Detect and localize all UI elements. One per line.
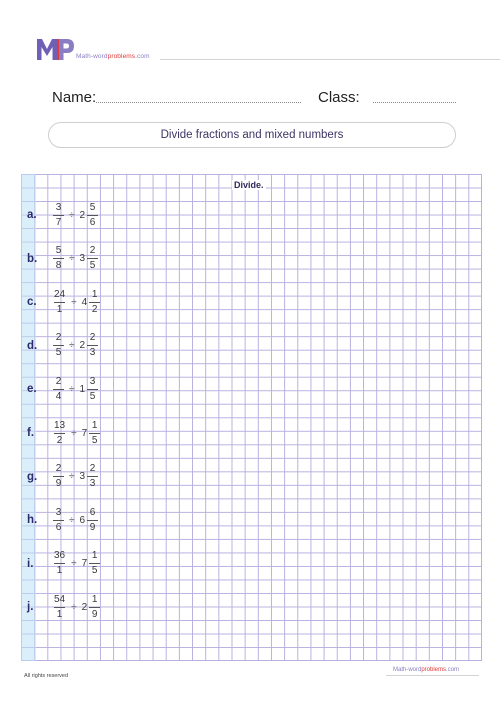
dividend-fraction bbox=[53, 508, 64, 533]
dividend-fraction bbox=[53, 377, 64, 402]
problem-letter: b. bbox=[27, 252, 38, 265]
worksheet-title: Divide fractions and mixed numbers bbox=[48, 122, 456, 148]
numerator: 6 bbox=[89, 506, 96, 518]
whole-number: 2 bbox=[79, 340, 86, 352]
whole-number: 3 bbox=[79, 471, 86, 483]
numerator: 5 bbox=[55, 245, 62, 257]
problem-d bbox=[27, 331, 98, 361]
divisor-fraction bbox=[87, 508, 98, 533]
divisor-fraction bbox=[87, 203, 98, 228]
numerator: 5 bbox=[89, 201, 96, 213]
numerator: 2 bbox=[55, 332, 62, 344]
divide-sign: ÷ bbox=[69, 340, 75, 352]
denominator: 5 bbox=[87, 258, 98, 271]
problem-letter: a. bbox=[27, 209, 37, 221]
site-name: Math-wordproblems.com bbox=[76, 53, 150, 60]
problem-e bbox=[27, 374, 98, 404]
numerator: 24 bbox=[54, 288, 66, 300]
denominator: 5 bbox=[53, 345, 64, 358]
denominator: 3 bbox=[87, 345, 98, 358]
dividend-fraction bbox=[53, 595, 66, 620]
denominator: 5 bbox=[87, 389, 98, 402]
class-label: Class: bbox=[318, 89, 360, 106]
denominator: 8 bbox=[53, 258, 64, 271]
denominator: 2 bbox=[89, 302, 100, 315]
denominator: 5 bbox=[89, 433, 100, 446]
problem-letter: i. bbox=[27, 557, 34, 570]
problem-i bbox=[27, 549, 100, 579]
divisor-fraction bbox=[89, 421, 100, 446]
denominator: 9 bbox=[89, 607, 100, 620]
numerator: 2 bbox=[89, 245, 96, 257]
whole-number: 6 bbox=[79, 514, 86, 526]
problem-g bbox=[27, 462, 98, 492]
problem-c bbox=[27, 287, 100, 317]
denominator: 5 bbox=[89, 563, 100, 576]
dividend-fraction bbox=[53, 290, 66, 315]
numerator: 13 bbox=[54, 419, 66, 431]
numerator: 2 bbox=[89, 463, 96, 475]
problem-letter: h. bbox=[27, 514, 38, 527]
numerator: 1 bbox=[91, 593, 98, 605]
divisor-fraction bbox=[87, 333, 98, 358]
dividend-fraction bbox=[53, 464, 64, 489]
problem-letter: c. bbox=[27, 296, 37, 309]
numerator: 54 bbox=[54, 593, 66, 605]
problem-letter: f. bbox=[27, 427, 35, 439]
numerator: 1 bbox=[91, 550, 98, 562]
divide-sign: ÷ bbox=[69, 471, 75, 483]
problem-h bbox=[27, 505, 98, 535]
whole-number: 4 bbox=[81, 296, 88, 308]
denominator: 2 bbox=[54, 433, 65, 446]
denominator: 6 bbox=[87, 215, 98, 228]
numerator: 2 bbox=[55, 463, 62, 475]
denominator: 4 bbox=[53, 389, 64, 402]
dividend-fraction bbox=[53, 551, 66, 576]
denominator: 1 bbox=[54, 607, 65, 620]
problem-f bbox=[27, 418, 100, 448]
whole-number: 7 bbox=[81, 558, 88, 570]
divisor-fraction bbox=[89, 595, 100, 620]
problem-letter: e. bbox=[27, 383, 37, 396]
divide-sign: ÷ bbox=[69, 514, 75, 526]
problem-letter: g. bbox=[27, 470, 38, 483]
math-word-problems-logo bbox=[35, 36, 75, 62]
numerator: 3 bbox=[89, 375, 96, 387]
dividend-fraction bbox=[53, 203, 64, 228]
footer-site-name: Math-wordproblems.com bbox=[393, 667, 460, 673]
divisor-fraction bbox=[87, 377, 98, 402]
numerator: 3 bbox=[55, 201, 62, 213]
name-label: Name: bbox=[52, 89, 97, 106]
denominator: 7 bbox=[53, 215, 64, 228]
denominator: 9 bbox=[87, 520, 98, 533]
denominator: 1 bbox=[54, 563, 65, 576]
whole-number: 2 bbox=[79, 209, 86, 221]
header-divider bbox=[160, 59, 500, 60]
divide-sign: ÷ bbox=[69, 253, 75, 265]
whole-number: 3 bbox=[79, 253, 86, 265]
numerator: 36 bbox=[54, 550, 66, 562]
whole-number: 1 bbox=[79, 383, 86, 395]
problem-j bbox=[27, 592, 100, 622]
whole-number: 2 bbox=[81, 601, 88, 613]
denominator: 3 bbox=[87, 476, 98, 489]
problem-letter: j. bbox=[27, 601, 34, 614]
problem-a bbox=[27, 200, 98, 230]
class-field-line[interactable] bbox=[373, 102, 456, 103]
instruction-text: Divide. bbox=[234, 180, 264, 190]
numerator: 3 bbox=[55, 506, 62, 518]
divide-sign: ÷ bbox=[69, 209, 75, 221]
divisor-fraction bbox=[87, 246, 98, 271]
problem-letter: d. bbox=[27, 339, 38, 352]
denominator: 1 bbox=[54, 302, 65, 315]
divisor-fraction bbox=[89, 551, 100, 576]
divide-sign: ÷ bbox=[71, 296, 77, 308]
dividend-fraction bbox=[53, 421, 66, 446]
divisor-fraction bbox=[87, 464, 98, 489]
rights-notice: All rights reserved bbox=[24, 673, 69, 679]
divide-sign: ÷ bbox=[71, 558, 77, 570]
divisor-fraction bbox=[89, 290, 100, 315]
whole-number: 7 bbox=[81, 427, 88, 439]
footer-divider bbox=[386, 675, 479, 676]
problem-b bbox=[27, 244, 98, 274]
dividend-fraction bbox=[53, 246, 64, 271]
numerator: 2 bbox=[55, 375, 62, 387]
name-field-line[interactable] bbox=[96, 102, 301, 103]
divide-sign: ÷ bbox=[71, 601, 77, 613]
divide-sign: ÷ bbox=[71, 427, 77, 439]
denominator: 6 bbox=[53, 520, 64, 533]
numerator: 1 bbox=[91, 288, 98, 300]
numerator: 1 bbox=[91, 419, 98, 431]
dividend-fraction bbox=[53, 333, 64, 358]
denominator: 9 bbox=[53, 476, 64, 489]
divide-sign: ÷ bbox=[69, 383, 75, 395]
numerator: 2 bbox=[89, 332, 96, 344]
